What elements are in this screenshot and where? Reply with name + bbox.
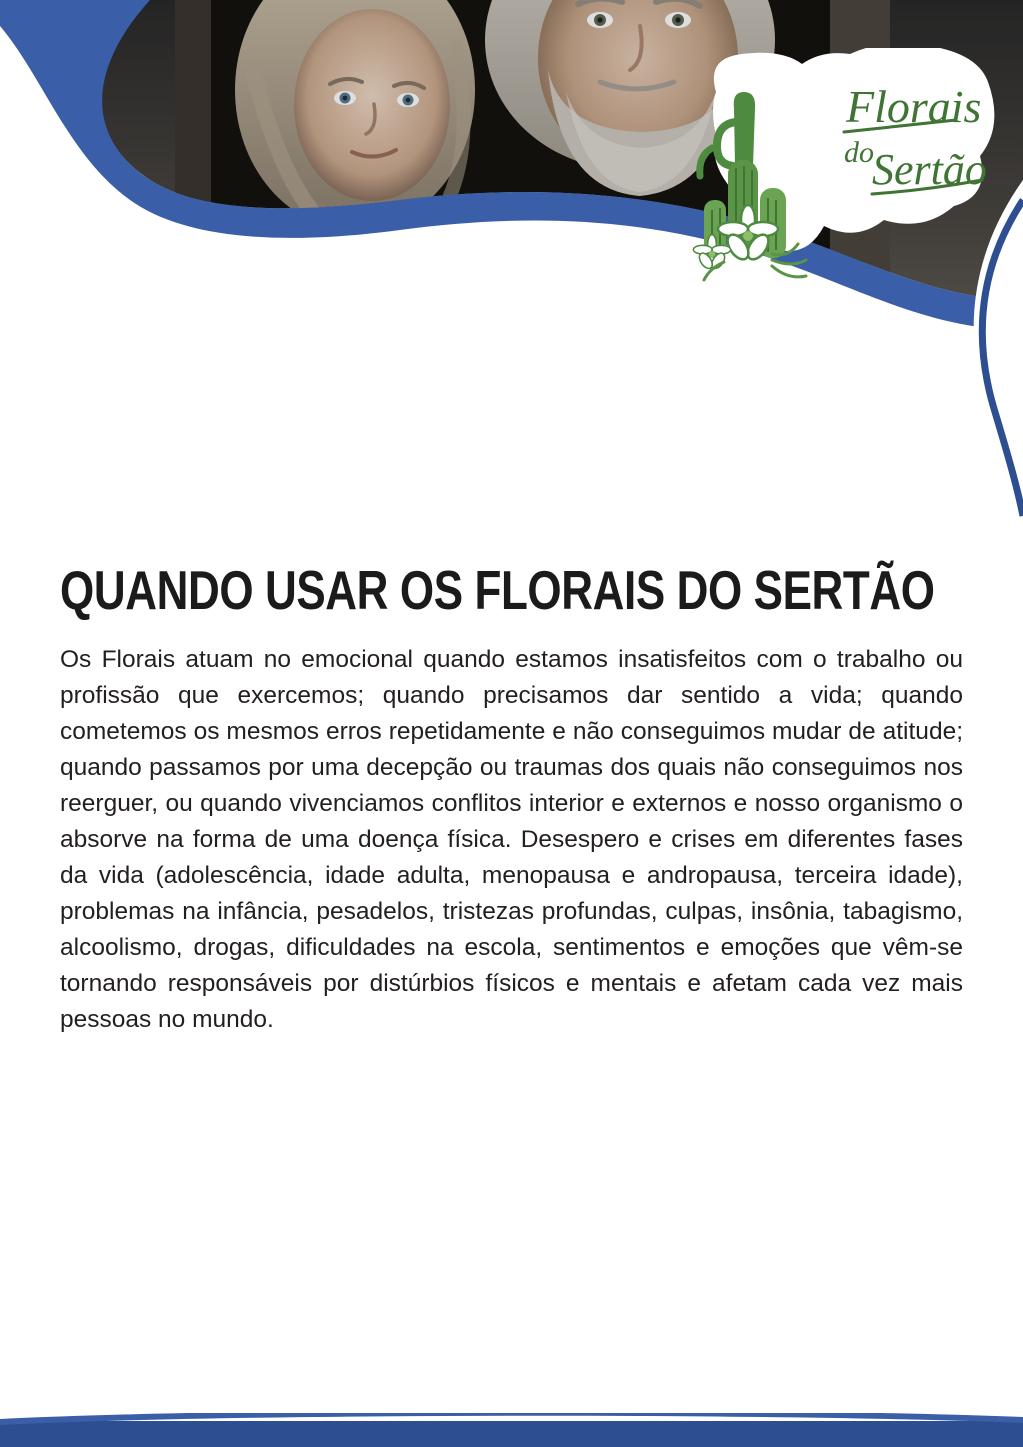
right-edge-curve xyxy=(903,180,1023,520)
header-artwork xyxy=(0,0,1023,400)
main-content xyxy=(60,560,963,1038)
page-title: QUANDO USAR OS FLORAIS DO SERTÃO xyxy=(60,559,935,621)
body-paragraph: Os Florais atuam no emocional quando estamos insatisfeitos com o trabalho ou profissão que exercemos; quando precisamos dar sentido a vida; quando cometemos os mesmos erros repetidamente e não conseguimos mudar de atitude; quando passamos por uma decepção ou traumas dos quais não conseguimos nos reerguer, ou quando vivenciamos conflitos interior e externos e nosso organismo o absorve na forma de uma doença física. Desespero e crises em diferentes fases da vida (adolescência, idade adulta, menopausa e andropausa, terceira idade), problemas na infância, pesadelos, tristezas profundas, culpas, insônia, tabagismo, alcoolismo, drogas, dificuldades na escola, sentimentos e emoções que vêm-se tornando responsáveis por distúrbios físicos e mentais e afetam cada vez mais pessoas no mundo. xyxy=(60,646,963,1033)
logo-word-florais: Florais xyxy=(846,81,982,132)
logo-word-sertao: Sertão xyxy=(872,145,987,194)
logo-word-do: do xyxy=(844,136,874,169)
footer-bar xyxy=(0,1413,1023,1447)
